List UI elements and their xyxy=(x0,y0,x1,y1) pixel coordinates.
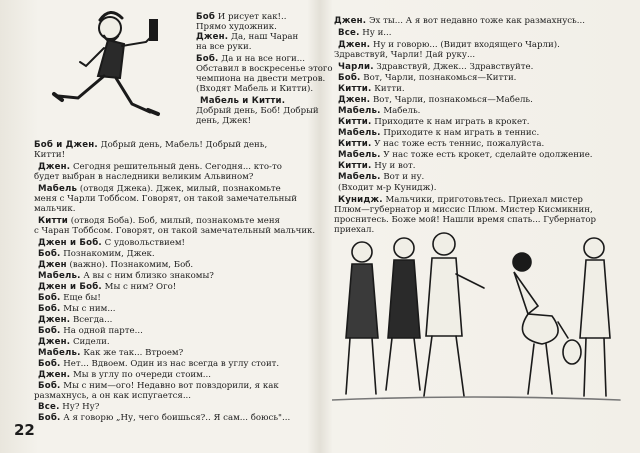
dialogue-line: день, Джек! xyxy=(196,116,252,126)
dialogue-line: Мабель. Мабель. xyxy=(338,106,421,116)
dialogue-line: Кунидж. Мальчики, приготовьтесь. Приехал мистер xyxy=(338,195,583,205)
dialogue-line: мальчик. xyxy=(34,204,76,214)
dialogue-line: Боб. На одной парте... xyxy=(38,326,143,336)
dialogue-line: Боб. Еще бы! xyxy=(38,293,101,303)
dialogue-line: на все руки. xyxy=(196,42,252,52)
dialogue-line: Боб. Познакомим, Джек. xyxy=(38,249,155,259)
dialogue-line: Здравствуй, Чарли! Дай руку... xyxy=(334,50,476,60)
dialogue-line: Боб. Нет... Вдвоем. Один из нас всегда в углу стоит. xyxy=(38,359,280,369)
dialogue-line: Все. Ну? Ну? xyxy=(38,402,100,412)
dialogue-line: Мабель. Вот и ну. xyxy=(338,172,425,182)
group-illustration xyxy=(332,218,622,408)
dialogue-line: Боб И рисует как!.. xyxy=(196,12,287,22)
dialogue-line: Джен. Сидели. xyxy=(38,337,110,347)
dialogue-line: Джен. Ну и говорю... (Видит входящего Чарли). xyxy=(338,40,560,50)
dialogue-line: Китти (отводя Боба). Боб, милый, познакомьте меня xyxy=(38,216,280,226)
dialogue-line: Мабель. Приходите к нам играть в теннис. xyxy=(338,128,540,138)
dialogue-line: Джен. Вот, Чарли, познакомься—Мабель. xyxy=(338,95,533,105)
dialogue-line: Джен. Сегодня решительный день. Сегодня... кто-то xyxy=(38,162,282,172)
dialogue-line: будет выбран в наследники великим Альвином? xyxy=(34,172,254,182)
dialogue-line: Боб. Вот, Чарли, познакомься—Китти. xyxy=(338,73,517,83)
dialogue-line: Китти. Китти. xyxy=(338,84,405,94)
dialogue-line: Боб. Да и на все ноги... xyxy=(196,54,305,64)
dialogue-line: Джен. Да, наш Чаран xyxy=(196,32,299,42)
dialogue-line: Боб и Джен. Добрый день, Мабель! Добрый день, xyxy=(34,140,268,150)
dialogue-line: Боб. Мы с ним—ого! Недавно вот повздорили, я как xyxy=(38,381,279,391)
dialogue-line: с Чаран Тоббсом. Говорят, он такой замечательный мальчик. xyxy=(34,226,316,236)
dialogue-line: приехал. xyxy=(334,225,375,235)
dialogue-line: Китти! xyxy=(34,150,66,160)
dialogue-line: размахнусь, а он как испугается... xyxy=(34,391,192,401)
dialogue-line: Добрый день, Боб! Добрый xyxy=(196,106,319,116)
dialogue-line: Джен и Боб. Мы с ним? Ого! xyxy=(38,282,177,292)
dialogue-line: Мабель. Как же так... Втроем? xyxy=(38,348,184,358)
dialogue-line: Боб. А я говорю „Ну, чего боишься?.. Я сам... боюсь"... xyxy=(38,413,291,423)
dialogue-line: Джен и Боб. С удовольствием! xyxy=(38,238,185,248)
stage-direction: (Входит м-р Кунидж). xyxy=(338,183,437,193)
dialogue-line: Чарли. Здравствуй, Джек... Здравствуйте. xyxy=(338,62,534,72)
dialogue-line: Мабель и Китти. xyxy=(200,96,286,106)
dialogue-line: Прямо художник. xyxy=(196,22,277,32)
dialogue-line: чемпиона на двести метров. xyxy=(196,74,326,84)
dialogue-line: проснитесь. Боже мой! Нашли время спать... Губернатор xyxy=(334,215,597,225)
dialogue-line: Китти. У нас тоже есть теннис, пожалуйста. xyxy=(338,139,545,149)
stage-direction: (Входят Мабель и Китти). xyxy=(196,84,314,94)
dialogue-line: Джен (важно). Познакомим, Боб. xyxy=(38,260,194,270)
dialogue-line: Обставил в воскресенье этого xyxy=(196,64,333,74)
dialogue-line: Джен. Всегда... xyxy=(38,315,113,325)
dialogue-line: Мабель. А вы с ним близко знакомы? xyxy=(38,271,214,281)
dialogue-line: Китти. Ну и вот. xyxy=(338,161,416,171)
running-man-illustration xyxy=(28,6,178,136)
dialogue-line: Плюм—губернатор и миссис Плюм. Мистер Кисмикнин, xyxy=(334,205,593,215)
dialogue-line: Мабель (отводя Джека). Джек, милый, познакомьте xyxy=(38,184,281,194)
dialogue-line: Джен. Мы в углу по очереди стоим... xyxy=(38,370,211,380)
dialogue-line: Все. Ну и... xyxy=(338,28,392,38)
dialogue-line: Мабель. У нас тоже есть крокет, сделайте одолжение. xyxy=(338,150,593,160)
dialogue-line: меня с Чарли Тоббсом. Говорят, он такой замечательный xyxy=(34,194,297,204)
dialogue-line: Джен. Эх ты... А я вот недавно тоже как размахнусь... xyxy=(334,16,585,26)
dialogue-line: Китти. Приходите к нам играть в крокет. xyxy=(338,117,530,127)
dialogue-line: Боб. Мы с ним... xyxy=(38,304,116,314)
page-number: 22 xyxy=(14,421,35,439)
